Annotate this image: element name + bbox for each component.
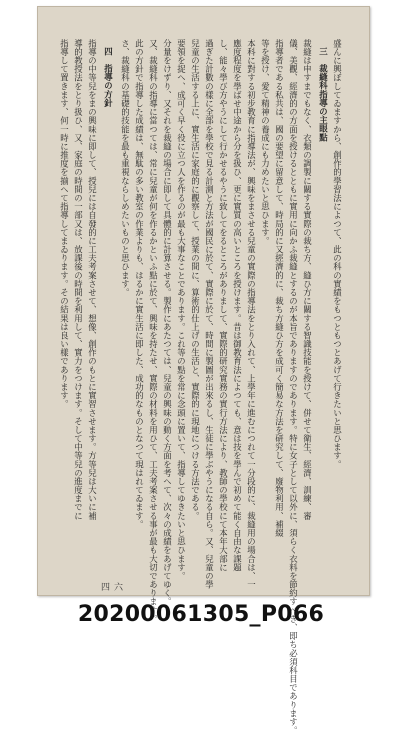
- text-column: 指導者である私共は、國の要望に留意して、時局的に又經濟的に、裁ち方縫ひ方を成可く簡易な方法を研究して、廢物利用、補綴: [274, 39, 285, 538]
- text-column: 要領を捉へ、成可く早く役に立つ人を作るのが最も大事なことであります。これ等の點を常に念頭に置いて、指導してゆきたいと思ひます。: [176, 39, 187, 581]
- text-column: し、能々學び方やうにして行かせるやうに致してをるところがありまして、實際的研究實務の實行方法により、教師の學校にて本年大部に: [218, 39, 229, 572]
- page-number: 六四: [99, 582, 122, 591]
- text-column: 導的教授法をとり扱ひ、又、家庭の時間の一部又は、放課後の時間を利用して、實力をつけます。そして中等兒の進度までに: [73, 39, 84, 521]
- image-caption: 20200061305_P066: [77, 602, 325, 627]
- text-column: 兒童の生活する上に、實生活に家庭的に觀察して、授業の間に、算術的仕上げの生活と、實際的に現地につける方法である。: [190, 39, 201, 521]
- section-heading: 三 裁縫科指導の主眼點: [318, 47, 329, 142]
- text-column: 又、裁縫科の指導に當つては、常に兒童が何を作るかといふ點に於て、興味を持たせ、實際の材料を用ひて、工夫考案させる事が最も大切であります。: [148, 39, 159, 624]
- section-heading: 四 指導の方針: [103, 47, 114, 108]
- text-column: 指導して置きます、何一時に推度を揃へて指導してまゐります。その結果は良い樣であります。: [59, 39, 70, 409]
- text-column: さ、裁縫科の基礎的技能を最も重視ならしめたいものと思ひます。: [120, 39, 131, 297]
- text-column: 等を授け、愛て精神の養成にも力めたいと思ひます。: [260, 39, 271, 246]
- text-column: 裁縫は申すまでもなく、衣類の調製に關する實際の裁ち方、縫ひ方に關する智識技能を授けて、併せて衛生、經濟、訓練、審: [302, 39, 313, 521]
- text-column: 指導の中等兒をまの興味に即して、授兒には自發的に工夫考案させて、想像、創作のもとに實習させます。方等兒は大いに補: [87, 39, 98, 521]
- text-column: 分量をけずり、又それを裁縫の場合に即して具體的に計算させる。製作にあたつては、兒童の興味の動く方面を考へて、次々の成績をあげてゆく。: [162, 39, 173, 606]
- text-column: 本科に對する初步教育に指導法が、興味をまさせる兒童の實際の指導法をとり入れて、上學年に進むにつれて一分段的に、裁縫用の場合は、一: [246, 39, 257, 589]
- text-column: 儀、美觀、經濟的の方面を授けるとともに實用に向かふ裁縫とするのが本旨でありますのであります。特に女子として以外に、須らく衣料を節約すべき、即ち必須科目であります。: [288, 39, 299, 735]
- text-column: 過ぎた計數の樣に全部を學校で見る計測と方法が國民に於て、實際に於て、時間に製圖が出來るし、生徒に學ぶやうになる自ら。又、兒童の學: [204, 39, 215, 589]
- text-column: 盛んに興ぼしてゐますから、創作的學習法によつて、此の科の實績をもつともつとあげて行きたいと思ひます。: [332, 39, 343, 469]
- text-column: 此の方針で指導した成績は、無駄の多い教室の作業よりも、はるかに實生活に即した、成功的なものとなつて現はれてゐます。: [134, 39, 145, 529]
- text-column: 應度程度を學ばせ中途から分を扱ひ、更に實質の高いところを授けます。昔は御教育法によつても、意は技を學んで初めて能く自由な課題: [232, 39, 243, 572]
